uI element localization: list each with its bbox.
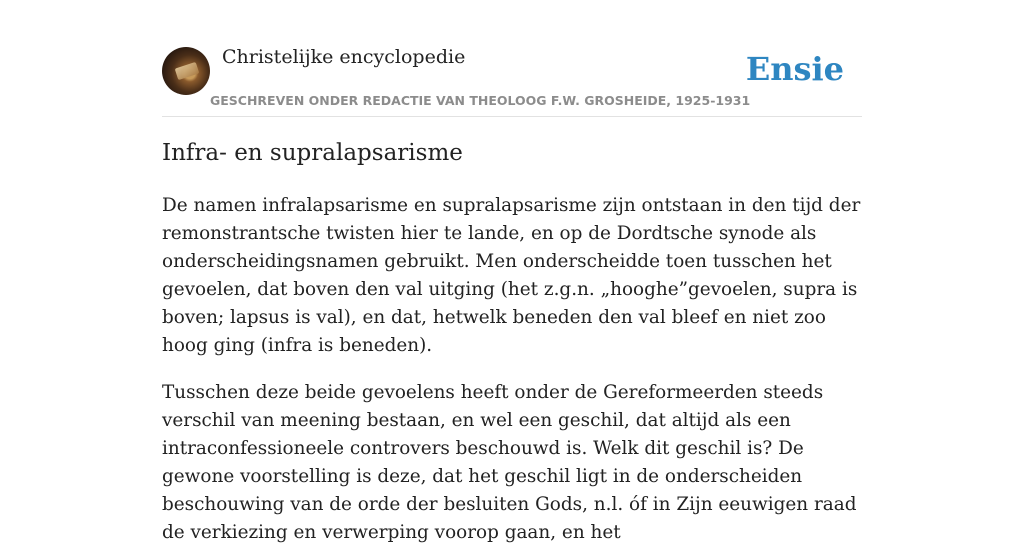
article-paragraph-2: Tusschen deze beide gevoelens heeft onder de Gereformeerden steeds verschil van meening bestaan, en wel een geschil, dat altijd als een intraconfessioneele controvers beschouwd is. Welk dit geschil is? De gewone voorstelling is deze, dat het geschil ligt in de onderscheiden beschouwing van de orde der besluiten Gods, n.l. óf in Zijn eeuwigen raad de verkiezing en verwerping voorop gaan, en het [162, 382, 857, 543]
site-title[interactable]: Christelijke encyclopedie [222, 46, 466, 68]
site-header [162, 0, 862, 117]
article-paragraph-1: De namen infralapsarisme en supralapsarisme zijn ontstaan in den tijd der remonstrantsche twisten hier te lande, en op de Dordtsche synode als onderscheidingsnamen gebruikt. Men onderscheidde toen tusschen het gevoelen, dat boven den val uitging (het z.g.n. „hooghe”gevoelen, supra is boven; lapsus is val), en dat, hetwelk beneden den val bleef en niet zoo hoog ging (infra is beneden). [162, 195, 861, 356]
article-title: Infra- en supralapsarisme [162, 140, 463, 166]
book-avatar-icon[interactable] [162, 47, 210, 95]
book-shape [175, 62, 200, 80]
page [162, 0, 862, 543]
site-subtitle: GESCHREVEN ONDER REDACTIE VAN THEOLOOG F.W. GROSHEIDE, 1925-1931 [210, 93, 751, 108]
brand-logo[interactable]: Ensie [745, 50, 844, 88]
